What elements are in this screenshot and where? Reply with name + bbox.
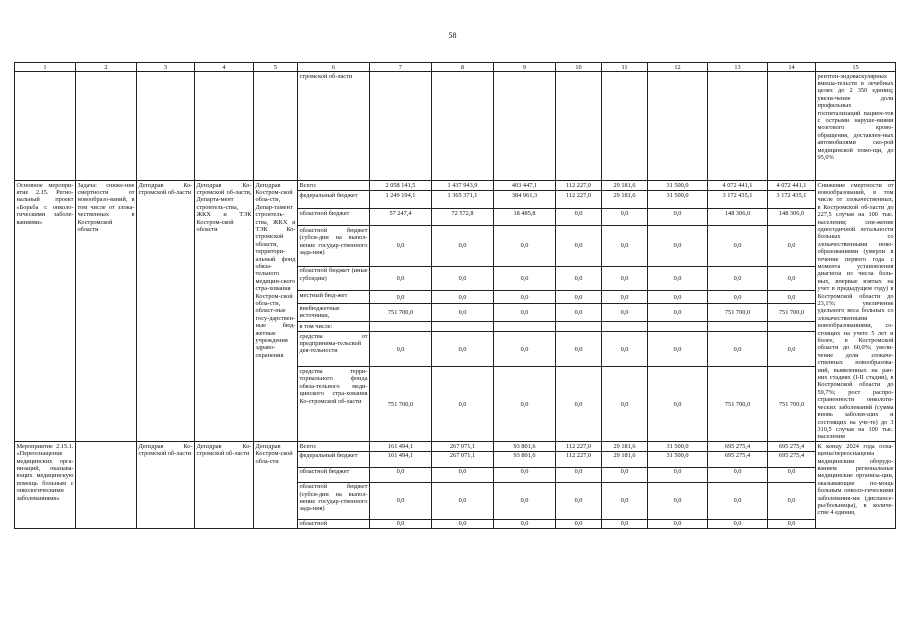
amount-cell: 0,0: [432, 367, 494, 442]
amount-cell: 29 181,6: [602, 181, 648, 191]
amount-cell: [708, 322, 768, 332]
amount-cell: [432, 322, 494, 332]
coordinator-cell: Депздрав Ко-стромской об-ласти: [137, 442, 195, 529]
amount-cell: 0,0: [648, 226, 708, 267]
amount-cell: 161 494,1: [370, 451, 432, 467]
column-header: 9: [494, 63, 556, 72]
amount-cell: 57 247,4: [370, 209, 432, 226]
amount-cell: 0,0: [708, 266, 768, 291]
amount-cell: 267 071,1: [432, 442, 494, 451]
amount-cell: 403 447,1: [494, 181, 556, 191]
financing-source-cell: областной бюджет: [298, 467, 370, 482]
column-header: 14: [768, 63, 816, 72]
column-header: 13: [708, 63, 768, 72]
column-header: 11: [602, 63, 648, 72]
amount-cell: 0,0: [432, 519, 494, 528]
amount-cell: 0,0: [494, 266, 556, 291]
amount-cell: [768, 322, 816, 332]
amount-cell: 0,0: [768, 266, 816, 291]
amount-cell: 0,0: [556, 304, 602, 322]
amount-cell: 0,0: [648, 304, 708, 322]
amount-cell: 0,0: [432, 467, 494, 482]
amount-cell: 0,0: [432, 266, 494, 291]
amount-cell: 1 365 371,1: [432, 191, 494, 209]
amount-cell: 0,0: [370, 482, 432, 519]
financing-source-cell: федеральный бюджет: [298, 191, 370, 209]
result-cell: Снижение смертности от новообразований, в том числе от злокачественных, в Костромской об-ласти до 227,5 случая на 100 тыс. населения; сни-жение одногодичной летальности больных со злокачественными ново-образованиями (умерли в течение первого года с момента установления диагноза из числа боль-ных, впервые взятых на учет в предыдущем году) в Костромской области до 23,1%; увеличение удельного веса больных со злокачественными новообразованиями, со-стоящих на учете 5 лет и более, в Костромской области до 60,0%; увели-чение доли злокаче-ственных новообразова-ний, выявленных на ран-них стадиях (I-II стадии), в Костромской области до 59,7%; рост распро-страненности онкологи-ческих заболеваний (сумма вновь заболев-ших и состоящих на уче-те) до 3 310,5 случая на 100 тыс. населения: [817, 181, 894, 441]
amount-cell: 0,0: [648, 332, 708, 367]
budget-row: [15, 181, 896, 191]
amount-cell: 0,0: [602, 226, 648, 267]
amount-cell: 0,0: [494, 226, 556, 267]
amount-cell: 0,0: [708, 332, 768, 367]
amount-cell: 4 072 441,1: [768, 181, 816, 191]
column-header: 15: [816, 63, 896, 72]
amount-cell: 0,0: [494, 467, 556, 482]
amount-cell: 0,0: [768, 467, 816, 482]
amount-cell: 161 494,1: [370, 442, 432, 451]
amount-cell: 0,0: [556, 332, 602, 367]
amount-cell: 0,0: [708, 519, 768, 528]
amount-cell: 0,0: [556, 467, 602, 482]
empty-cell: [254, 72, 298, 181]
amount-cell: 0,0: [602, 291, 648, 304]
amount-cell: 384 961,3: [494, 191, 556, 209]
column-header-row: [15, 63, 896, 72]
amount-cell: 0,0: [556, 266, 602, 291]
amount-cell: 0,0: [602, 367, 648, 442]
amount-cell: 0,0: [556, 367, 602, 442]
empty-cell: [708, 72, 768, 181]
amount-cell: 695 275,4: [768, 451, 816, 467]
amount-cell: 695 275,4: [708, 451, 768, 467]
empty-cell: [15, 72, 76, 181]
column-header: 3: [137, 63, 195, 72]
financing-source-cell: федеральный бюджет: [298, 451, 370, 467]
amount-cell: 29 181,6: [602, 442, 648, 451]
participants-cell: Депздрав Костром-ской обла-сти, Депар-тамент строитель-ства, ЖКХ и ТЭК Ко-стромской области, территори-альный фонд обяза-тельного медицин-ского стра-хования Костром-ской обла-сти, област-ные госу-дарствен-ные бюд-жетные учреждения здраво-охранения: [254, 181, 298, 442]
executors-cell: Депздрав Ко-стромской об-ласти, Департа-мент строитель-ства, ЖКХ и ТЭК Костром-ской области: [195, 181, 254, 442]
amount-cell: 0,0: [602, 266, 648, 291]
amount-cell: 112 227,0: [556, 181, 602, 191]
amount-cell: 751 700,0: [768, 367, 816, 442]
amount-cell: 751 700,0: [708, 367, 768, 442]
amount-cell: 0,0: [370, 467, 432, 482]
amount-cell: 31 500,0: [648, 442, 708, 451]
amount-cell: 0,0: [768, 291, 816, 304]
amount-cell: 0,0: [494, 482, 556, 519]
amount-cell: 0,0: [648, 209, 708, 226]
amount-cell: 0,0: [556, 291, 602, 304]
result-cell: К концу 2024 года осна-щены/переоснащены медицинским оборудо-ванием региональные медицинские организа-ции, оказывающие по-мощь больным онколо-гическими заболевания-ми (диспансе-ры/больницы), в количе-стве 4 единиц: [816, 442, 896, 529]
column-header: 6: [298, 63, 370, 72]
financing-source-cell: областной бюджет (субси-дии на выпол-нение государ-ственного зада-ния): [298, 482, 370, 519]
amount-cell: 112 227,0: [556, 442, 602, 451]
column-header: 1: [15, 63, 76, 72]
column-header: 7: [370, 63, 432, 72]
amount-cell: [494, 322, 556, 332]
amount-cell: 0,0: [768, 519, 816, 528]
amount-cell: 695 275,4: [768, 442, 816, 451]
amount-cell: 3 172 435,1: [768, 191, 816, 209]
amount-cell: 0,0: [648, 291, 708, 304]
financing-source-cell: областной бюджет (субси-дии на выпол-нение государ-ственного зада-ния): [298, 226, 370, 267]
financing-source-cell: Всего:: [298, 181, 370, 191]
financing-source-cell: областной бюджет (иные субсидии): [298, 266, 370, 291]
amount-cell: 0,0: [370, 291, 432, 304]
amount-cell: 751 700,0: [370, 367, 432, 442]
amount-cell: 31 500,0: [648, 451, 708, 467]
empty-cell: [76, 72, 137, 181]
amount-cell: 1 437 943,9: [432, 181, 494, 191]
amount-cell: 0,0: [370, 519, 432, 528]
amount-cell: [556, 322, 602, 332]
budget-table: [14, 62, 896, 529]
task-cell: [76, 442, 137, 529]
empty-cell: [556, 72, 602, 181]
amount-cell: 0,0: [708, 482, 768, 519]
column-header: 2: [76, 63, 137, 72]
financing-source-cell: средства от предпринима-тельской дея-тельности: [298, 332, 370, 367]
amount-cell: 0,0: [494, 367, 556, 442]
amount-cell: 0,0: [768, 482, 816, 519]
amount-cell: 93 801,6: [494, 442, 556, 451]
measure-name-cell: Основное меропри-ятие 2.15. Регио-нальный проект «Борьба с онколо-гическими заболе-ваниями»: [15, 181, 76, 442]
amount-cell: 0,0: [432, 332, 494, 367]
amount-cell: 0,0: [648, 467, 708, 482]
amount-cell: 751 700,0: [708, 304, 768, 322]
financing-source-cell: областной бюджет: [298, 209, 370, 226]
amount-cell: 0,0: [708, 467, 768, 482]
amount-cell: 0,0: [602, 304, 648, 322]
empty-cell: [602, 72, 648, 181]
amount-cell: 0,0: [432, 304, 494, 322]
amount-cell: 0,0: [602, 482, 648, 519]
amount-cell: 0,0: [556, 226, 602, 267]
amount-cell: 29 181,6: [602, 451, 648, 467]
financing-source-cell: в том числе:: [298, 322, 370, 332]
column-header: 10: [556, 63, 602, 72]
amount-cell: 18 485,8: [494, 209, 556, 226]
amount-cell: 0,0: [648, 266, 708, 291]
amount-cell: 0,0: [494, 291, 556, 304]
amount-cell: [602, 322, 648, 332]
empty-cell: [370, 72, 432, 181]
result-cell: рентген-эндоваскулярных вмеша-тельств в лечебных целях до 2 350 единиц; увели-чение доли профильных госпитализаций пациен-тов с острыми наруше-ниями мозгового крово-обращения, доставлен-ных автомобилями ско-рой медицинской помо-щи, до 95,0%: [816, 72, 896, 181]
task-cell: Задача: сниже-ние смертности от новообразо-ваний, в том числе от злока-чественных в Костромской области: [76, 181, 137, 442]
amount-cell: 0,0: [370, 332, 432, 367]
empty-cell: [494, 72, 556, 181]
financing-source-cell: Всего:: [298, 442, 370, 451]
amount-cell: 148 306,0: [768, 209, 816, 226]
amount-cell: 93 801,6: [494, 451, 556, 467]
amount-cell: 0,0: [556, 519, 602, 528]
empty-cell: [432, 72, 494, 181]
financing-source-cell: внебюджетные источники,: [298, 304, 370, 322]
executors-cell: Депздрав Ко-стромской об-ласти: [195, 442, 254, 529]
amount-cell: 0,0: [494, 304, 556, 322]
amount-cell: 751 700,0: [370, 304, 432, 322]
amount-cell: 148 306,0: [708, 209, 768, 226]
amount-cell: 0,0: [648, 519, 708, 528]
amount-cell: 3 172 435,1: [708, 191, 768, 209]
amount-cell: 0,0: [602, 519, 648, 528]
amount-cell: 0,0: [494, 519, 556, 528]
amount-cell: 2 058 141,5: [370, 181, 432, 191]
amount-cell: 0,0: [432, 291, 494, 304]
amount-cell: 0,0: [602, 209, 648, 226]
amount-cell: [370, 322, 432, 332]
amount-cell: 695 275,4: [708, 442, 768, 451]
amount-cell: 0,0: [708, 226, 768, 267]
column-header: 4: [195, 63, 254, 72]
financing-source-cell: областной: [298, 519, 370, 528]
amount-cell: 29 181,6: [602, 191, 648, 209]
amount-cell: 0,0: [768, 332, 816, 367]
amount-cell: 72 572,8: [432, 209, 494, 226]
amount-cell: 751 700,0: [768, 304, 816, 322]
amount-cell: 4 072 441,1: [708, 181, 768, 191]
amount-cell: 0,0: [602, 467, 648, 482]
amount-cell: 0,0: [648, 367, 708, 442]
empty-cell: [137, 72, 195, 181]
amount-cell: 112 227,0: [556, 191, 602, 209]
financing-source-cell: местный бюд-жет: [298, 291, 370, 304]
column-header: 5: [254, 63, 298, 72]
continuation-row: [15, 72, 896, 181]
amount-cell: 0,0: [602, 332, 648, 367]
page-number: 58: [448, 31, 457, 40]
participants-cell: Депздрав Костром-ской обла-сти: [254, 442, 298, 529]
amount-cell: 0,0: [494, 332, 556, 367]
column-header: 12: [648, 63, 708, 72]
amount-cell: 0,0: [708, 291, 768, 304]
empty-cell: [648, 72, 708, 181]
amount-cell: 0,0: [768, 226, 816, 267]
amount-cell: 267 071,1: [432, 451, 494, 467]
financing-source-cell: стромской об-ласти: [298, 72, 370, 181]
amount-cell: [648, 322, 708, 332]
empty-cell: [195, 72, 254, 181]
budget-row: [15, 442, 896, 451]
amount-cell: 0,0: [556, 482, 602, 519]
amount-cell: 0,0: [370, 266, 432, 291]
coordinator-cell: Депздрав Ко-стромской об-ласти: [137, 181, 195, 442]
amount-cell: 31 500,0: [648, 181, 708, 191]
amount-cell: 0,0: [556, 209, 602, 226]
measure-name-cell: Мероприятие 2.15.1. «Переоснащение медицинских орга-низаций, оказыва-ющих медицинскую помощь больным с онкологическими заболеваниями»: [15, 442, 76, 529]
amount-cell: 0,0: [370, 226, 432, 267]
amount-cell: 31 500,0: [648, 191, 708, 209]
amount-cell: 0,0: [432, 226, 494, 267]
amount-cell: 0,0: [432, 482, 494, 519]
amount-cell: 0,0: [648, 482, 708, 519]
amount-cell: 112 227,0: [556, 451, 602, 467]
empty-cell: [768, 72, 816, 181]
column-header: 8: [432, 63, 494, 72]
amount-cell: 1 249 194,1: [370, 191, 432, 209]
financing-source-cell: средства терри-ториального фонда обяза-тельного меди-цинского стра-хования Ко-стромской об-ласти: [298, 367, 370, 442]
